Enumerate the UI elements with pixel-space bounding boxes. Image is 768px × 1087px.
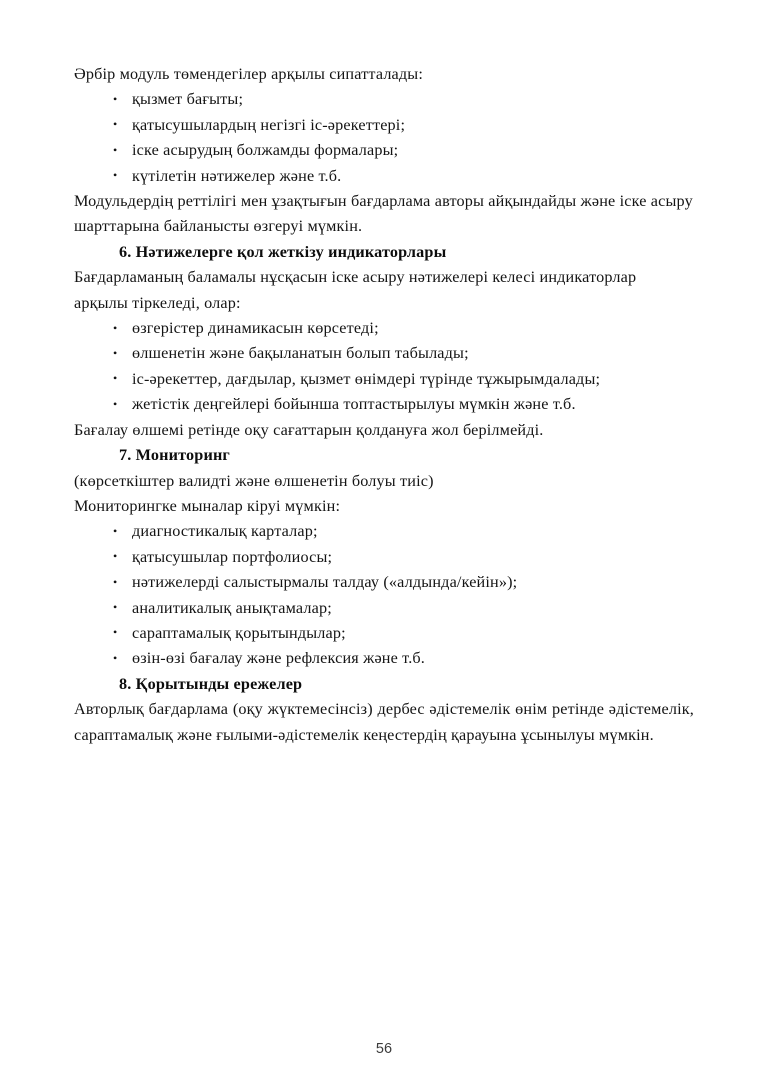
bullet-list-module-descriptors — [74, 87, 694, 189]
list-item: • нәтижелерді салыстырмалы талдау («алдында/кейін»); — [74, 570, 694, 595]
paragraph-modules-order: Модульдердің реттілігі мен ұзақтығын бағдарлама авторы айқындайды және іске асыру шарттарына байланысты өзгеруі мүмкін. — [74, 192, 693, 236]
page-number: 56 — [375, 1041, 393, 1057]
paragraph-intro-line: Әрбір модуль төмендегілер арқылы сипатталады: — [74, 65, 424, 83]
list-item: • сараптамалық қорытындылар; — [74, 621, 694, 646]
list-item: • күтілетін нәтижелер және т.б. — [74, 164, 694, 189]
bullet-list-monitoring — [74, 519, 694, 671]
paragraph-monitoring-note: (көрсеткіштер валидті және өлшенетін болуы тиіс) — [74, 471, 434, 490]
bullet-list-indicators — [74, 316, 694, 418]
paragraph-monitoring-intro: Мониторингке мыналар кіруі мүмкін: — [74, 496, 341, 515]
paragraph-indicators-intro: Бағдарламаның баламалы нұсқасын іске асыру нәтижелері келесі индикаторлар арқылы тіркеледі, олар: — [74, 268, 637, 312]
page-content — [74, 62, 694, 748]
list-item: • қызмет бағыты; — [74, 87, 694, 112]
list-item: • диагностикалық карталар; — [74, 519, 694, 544]
list-item: • өзін-өзі бағалау және рефлексия және т.б. — [74, 646, 694, 671]
list-item: • іске асырудың болжамды формалары; — [74, 138, 694, 163]
list-item: • өзгерістер динамикасын көрсетеді; — [74, 316, 694, 341]
list-item: • қатысушылар портфолиосы; — [74, 545, 694, 570]
section-heading-7: 7. Мониторинг — [119, 446, 230, 465]
section-heading-6: 6. Нәтижелерге қол жеткізу индикаторлары — [119, 242, 447, 261]
list-item: • аналитикалық анықтамалар; — [74, 596, 694, 621]
paragraph-assessment-note: Бағалау өлшемі ретінде оқу сағаттарын қолдануға жол берілмейді. — [74, 420, 544, 439]
list-item: • жетістік деңгейлері бойынша топтастырылуы мүмкін және т.б. — [74, 392, 694, 417]
section-heading-8: 8. Қорытынды ережелер — [119, 674, 303, 693]
list-item: • қатысушылардың негізгі іс-әрекеттері; — [74, 113, 694, 138]
paragraph-final-provisions: Авторлық бағдарлама (оқу жүктемесінсіз) дербес әдістемелік өнім ретінде әдістемелік, сараптамалық және ғылыми-әдістемелік кеңестердің қарауына ұсынылуы мүмкін. — [74, 700, 694, 744]
list-item: • іс-әрекеттер, дағдылар, қызмет өнімдері түрінде тұжырымдалады; — [74, 367, 694, 392]
list-item: • өлшенетін және бақыланатын болып табылады; — [74, 341, 694, 366]
